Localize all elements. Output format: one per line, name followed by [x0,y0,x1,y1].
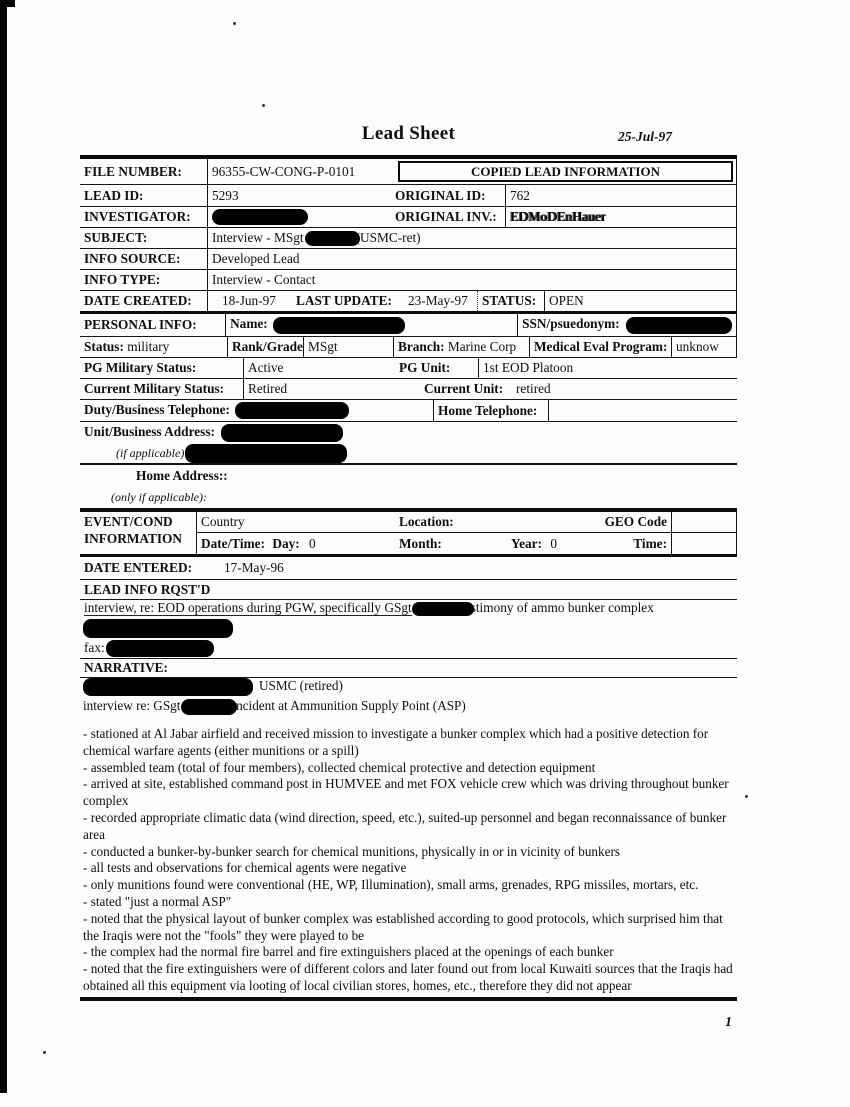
day-value: 0 [309,535,316,551]
narrative-label: NARRATIVE: [84,660,168,675]
original-id-label: ORIGINAL ID: [395,187,486,203]
pg-military-status-label: PG Military Status: [84,360,197,375]
narrative-head-text: USMC (retired) [259,678,343,694]
original-inv-label: ORIGINAL INV.: [395,209,497,224]
date-created-label: DATE CREATED: [84,293,192,308]
subject-value-post: (USMC-ret) [355,229,421,245]
narrative-head-line [80,678,737,698]
request-text-post: stimony of ammo bunker complex [470,600,654,615]
narrative-section [80,678,737,995]
datetime-label: Date/Time: [201,535,266,551]
redaction-bar [626,317,732,334]
narrative-item: - only munitions found were conventional (HE, WP, Illumination), small arms, grenades, RPG missiles, mortars, etc. [83,877,699,893]
personal-info-row [80,314,737,337]
only-if-applicable-note: (only if applicable): [111,489,207,504]
narrative-item: - stated "just a normal ASP" [83,893,232,909]
branch-label: Branch: [398,339,445,354]
home-phone-label: Home Telephone: [438,402,538,418]
narrative-item: - assembled team (total of four members), collected chemical protective and detection equipment [83,759,596,775]
scan-speck [233,22,236,25]
redaction-bar [273,317,405,334]
event-cond-section [80,512,737,554]
lead-id-value: 5293 [212,187,239,203]
info-type-row [80,270,736,291]
medical-eval-label: Medical Eval Program: [534,339,668,354]
info-type-value: Interview - Contact [212,272,316,287]
investigator-row [80,207,736,228]
duty-phone-label: Duty/Business Telephone: [84,401,230,417]
last-update-label: LAST UPDATE: [296,293,392,308]
event-cond-label [80,512,197,554]
scan-speck [745,795,748,798]
redaction-bar [235,402,349,419]
last-update-value: 23-May-97 [408,293,468,308]
pg-military-status-value: Active [248,360,284,375]
year-value: 0 [550,535,557,551]
personal-info-section [80,314,737,508]
date-created-row [80,291,736,311]
narrative-body [80,726,737,995]
redaction-bar [412,602,474,616]
lead-id-label: LEAD ID: [84,187,144,203]
rank-grade-value: MSgt [308,339,338,354]
redaction-bar [212,209,308,225]
narrative-item: - stationed at Al Jabar airfield and received mission to investigate a bunker complex which had a positive detection for chemical warfare agents (either munitions or a spill) [83,726,709,758]
subject-value-pre: Interview - MSgt [212,229,304,245]
page-number: 1 [725,1015,732,1030]
pg-military-status-row [80,358,737,379]
fax-label: fax: [84,639,105,655]
status-value: OPEN [549,293,584,308]
scan-speck [43,1051,46,1054]
year-label: Year: [511,535,543,551]
narrative-item: - noted that the fire extinguishers were of different colors and later found out from local Kuwaiti sources that the Iraqis had obtained all this equipment via looting of local civilian stores, homes, etc., therefore they did not appear [83,961,733,993]
subject-label: SUBJECT: [84,230,148,245]
request-text-pre: interview, re: EOD operations during PGW, specifically GSgt [84,600,412,615]
unit-address-label: Unit/Business Address: [84,423,215,439]
event-cond-label-line1: EVENT/COND [84,514,173,529]
redaction-bar [83,678,253,696]
lead-id-row [80,185,736,207]
narrative-header-row [80,659,737,678]
if-applicable-note: (if applicable) [116,445,185,460]
geo-code-value [672,521,736,523]
document-date: 25-Jul-97 [618,129,672,144]
branch-value: Marine Corp [447,339,517,354]
scan-edge-artifact [0,0,7,1093]
scan-corner-artifact [0,0,15,7]
copied-lead-banner: COPIED LEAD INFORMATION [398,161,733,182]
narrative-item: - conducted a bunker-by-bunker search for chemical munitions, physically in or in vicinity of bunkers [83,843,620,859]
current-military-status-value: Retired [248,381,288,396]
current-unit-label: Current Unit: [424,381,504,396]
event-location-row [197,512,736,533]
lead-sheet-form [80,155,737,1001]
event-datetime-row [197,533,736,554]
info-source-value: Developed Lead [212,251,300,266]
if-applicable-row [80,443,737,465]
day-label: Day: [272,535,300,551]
time-label: Time: [633,535,667,551]
geo-code-label: GEO Code [604,514,667,529]
event-cond-label-line2: INFORMATION [84,531,182,546]
redaction-bar [185,444,347,463]
country-label: Country [201,514,245,529]
redaction-bar [221,424,343,442]
narrative-item: - the complex had the normal fire barrel and fire extinguishers placed at the openings of each bunker [83,944,614,960]
narrative-line2-post: incident at Ammunition Supply Point (ASP) [232,698,466,713]
original-inv-value: EDMoDEnHauer [510,209,606,224]
current-unit-value: retired [516,381,551,396]
only-if-applicable-row [80,486,737,508]
narrative-item: - recorded appropriate climatic data (wind direction, speed, etc.), suited-up personnel and began reconnaissance of bunker area [83,809,727,842]
narrative-line2 [80,698,737,717]
time-value [672,543,736,545]
home-address-label: Home Address:: [136,467,228,483]
file-number-row [80,159,736,185]
subject-row [80,228,736,249]
military-status-label: Status: [84,339,124,354]
file-number-label: FILE NUMBER: [84,163,182,179]
info-source-label: INFO SOURCE: [84,251,181,266]
name-label: Name: [230,316,268,332]
rank-grade-label: Rank/Grade [232,339,303,354]
date-entered-row [80,557,737,580]
redaction-bar [181,699,237,715]
redaction-bar [83,619,233,638]
original-id-value: 762 [510,187,530,203]
date-entered-label: DATE ENTERED: [84,560,192,575]
pg-unit-value: 1st EOD Platoon [483,360,574,375]
location-label: Location: [399,514,454,529]
lead-info-section [80,557,737,678]
header-section [80,159,737,311]
redacted-line-row [80,617,737,639]
month-label: Month: [399,535,442,551]
info-type-label: INFO TYPE: [84,272,161,287]
status-row [80,337,737,358]
medical-eval-value: unknow [676,339,719,354]
date-entered-value: 17-May-96 [224,560,284,575]
home-address-row [80,465,737,486]
home-phone-value [549,410,737,412]
lead-info-rqstd-label: LEAD INFO RQST'D [84,581,211,597]
status-label: STATUS: [482,293,537,308]
date-created-value: 18-Jun-97 [222,293,276,308]
fax-row [80,639,737,659]
investigator-label: INVESTIGATOR: [84,209,191,224]
scan-speck [262,104,265,107]
narrative-line2-pre: interview re: GSgt [83,698,181,713]
page-title: Lead Sheet [361,123,456,144]
duty-phone-row [80,400,737,422]
lead-info-rqstd-row [80,580,737,600]
info-source-row [80,249,736,270]
narrative-item: - all tests and observations for chemical agents were negative [83,860,407,876]
military-status-value: military [127,339,170,354]
request-text-row [80,600,737,617]
redaction-bar [106,640,214,657]
file-number-value: 96355-CW-CONG-P-0101 [212,163,356,179]
pg-unit-label: PG Unit: [399,360,451,375]
narrative-item: - arrived at site, established command post in HUMVEE and met FOX vehicle crew which was driving throughout bunker complex [83,776,729,809]
current-military-status-label: Current Military Status: [84,381,225,396]
redaction-bar [305,231,360,246]
personal-info-label: PERSONAL INFO: [84,317,197,332]
unit-address-row [80,422,737,443]
current-military-status-row [80,379,737,400]
narrative-item: - noted that the physical layout of bunker complex was established according to good protocols, which surprised him that the Iraqis were not the "fools" they were played to be [83,910,723,943]
ssn-label: SSN/psuedonym: [522,316,620,332]
